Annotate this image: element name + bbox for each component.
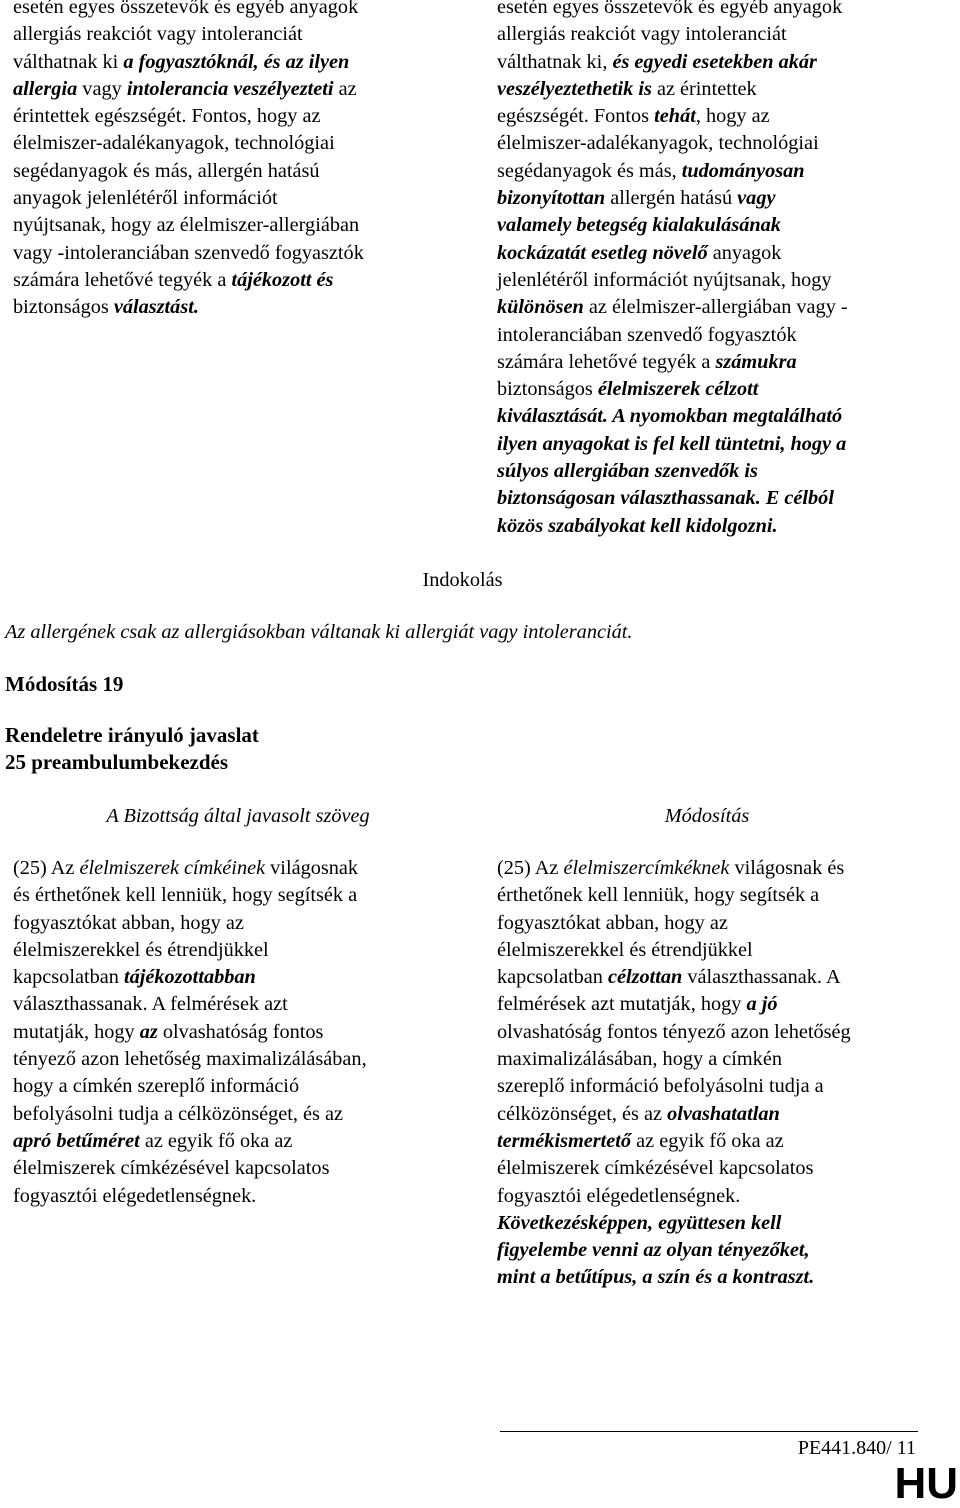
text-run: az érintettek [651,77,757,100]
text-line [13,1128,463,1155]
text-line [497,964,937,991]
text-line [497,294,937,321]
text-run: figyelembe venni az olyan tényezőket, [497,1239,810,1262]
text-run: élelmiszerekkel és étrendjükkel [497,938,753,961]
text-run: olvashatatlan [667,1102,780,1125]
text-run: választást. [113,296,199,319]
text-run: vagy [737,187,776,210]
text-run: élelmiszerek célzott [597,378,759,401]
text-run: biztonságosan választhassanak. E célból [497,487,834,510]
text-run: anyagok [707,241,782,264]
text-line [497,1183,937,1210]
text-run: befolyásolni tudja a célközönséget, és az [13,1102,344,1125]
text-run: mint a betűtípus, a szín és a kontraszt. [497,1266,815,1289]
text-line [497,76,937,103]
text-line [497,21,937,48]
text-run: tájékozott és [231,268,334,291]
text-run: súlyos allergiában szenvedők is [497,460,758,483]
text-line [13,991,463,1018]
text-run: egészségét. Fontos [497,105,655,128]
text-run: fogyasztói elégedetlenségnek. [13,1184,257,1207]
text-run: és egyedi esetekben akár [612,50,817,73]
amendment-heading: Módosítás [664,805,750,827]
text-line [497,376,937,403]
text-run: mutatják, hogy [13,1020,140,1043]
language-code: HU [894,1459,958,1508]
text-run: (25) Az [13,857,80,879]
text-run: allergia [13,77,78,100]
text-run: élelmiszer-adalékanyagok, technológiai [497,132,819,155]
text-line [13,1101,463,1128]
text-line [13,212,463,239]
text-line [13,1046,463,1073]
text-run: veszélyeztethetik is [497,77,652,100]
text-run: különösen [497,296,584,319]
text-line [497,513,937,540]
text-run: segédanyagok és más, allergén hatású [13,159,320,182]
text-run: felmérések azt mutatják, hogy [497,993,747,1016]
amendment-number: Módosítás 19 [5,672,124,696]
text-line [497,937,937,964]
text-run: az egyik fő oka az [139,1129,293,1152]
text-run: számára lehetővé tegyék a [497,350,716,373]
text-line [13,294,463,321]
text-run: válthatnak ki [13,50,124,73]
text-line [497,431,937,458]
text-run: válthatnak ki, [497,50,613,73]
justification-heading: Indokolás [422,569,503,591]
text-run: élelmiszerek címkézésével kapcsolatos [13,1157,330,1180]
text-line [13,185,463,212]
top-left-paragraph [13,0,463,322]
text-run: Következésképpen, együttesen kell [497,1211,782,1234]
text-line [13,49,463,76]
text-run: és érthetőnek kell lenniük, hogy segítsék a [13,884,358,907]
text-line [497,1046,937,1073]
text-run: érthetőnek kell lenniük, hogy segítsék a [497,884,820,907]
text-line [13,103,463,130]
text-line [497,1019,937,1046]
amendment-text-paragraph [497,855,937,1292]
justification-text: Az allergének csak az allergiásokban váltanak ki allergiát vagy intoleranciát. [5,621,633,643]
text-line [13,1073,463,1100]
text-run: jelenlétéről információt nyújtsanak, hogy [497,268,832,291]
text-line [497,882,937,909]
text-run: (25) Az [497,857,564,879]
text-run: hogy a címkén szereplő információ [13,1075,300,1098]
text-run: anyagok jelenlétéről információt [13,187,278,210]
text-line [13,1019,463,1046]
text-line [497,1128,937,1155]
text-line [13,882,463,909]
text-line [497,322,937,349]
text-run: közös szabályokat kell kidolgozni. [497,514,778,537]
text-line [13,76,463,103]
text-run: a jó [746,993,778,1016]
text-line [497,855,937,882]
text-line [497,49,937,76]
text-run: maximalizálásában, hogy a címkén [497,1048,782,1071]
text-line [497,130,937,157]
text-run: tényező azon lehetőség maximalizálásában, [13,1048,367,1071]
text-line [497,349,937,376]
text-run: kapcsolatban [497,966,608,989]
text-line [497,103,937,130]
text-line [497,991,937,1018]
text-run: kiválasztását. A nyomokban megtalálható [497,405,843,428]
text-run: intolerancia veszélyezteti [126,77,334,100]
text-run: allergiás reakciót vagy intoleranciát [497,23,787,46]
text-line [13,1155,463,1182]
text-run: a fogyasztóknál, és az ilyen [123,50,350,73]
text-line [497,1237,937,1264]
text-run: célközönséget, és az [497,1102,668,1125]
text-run: választhassanak. A felmérések azt [13,993,288,1016]
text-run: vagy [77,77,127,100]
text-run: olvashatóság fontos tényező azon lehetőség [497,1020,851,1043]
text-run: vagy -intoleranciában szenvedő fogyasztók [13,241,364,264]
text-run: választhassanak. A [682,966,841,989]
text-run: allergén hatású [605,187,738,210]
text-run: élelmiszer-adalékanyagok, technológiai [13,132,335,155]
text-line [497,0,937,21]
proposal-title [5,722,259,776]
text-run: termékismertető [497,1129,632,1152]
text-line [13,267,463,294]
commission-text-paragraph [13,855,463,1210]
text-run: biztonságos [13,296,114,319]
text-line [13,21,463,48]
text-run: tudományosan [681,159,805,182]
text-line [497,212,937,239]
text-run: fogyasztókat abban, hogy az [497,911,728,934]
text-run: allergiás reakciót vagy intoleranciát [13,23,303,46]
text-run: világosnak és [729,857,845,879]
text-run: ilyen anyagokat is fel kell tüntetni, hogy a [497,432,847,455]
text-line [13,240,463,267]
text-line [13,910,463,937]
text-line [497,158,937,185]
text-run: élelmiszerek címkézésével kapcsolatos [497,1157,814,1180]
text-run: bizonyítottan [497,187,606,210]
text-run: fogyasztói elégedetlenségnek. [497,1184,741,1207]
text-line [497,267,937,294]
text-line [497,458,937,485]
text-run: olvashatóság fontos [157,1020,324,1043]
text-run: világosnak [265,857,359,879]
text-line [497,185,937,212]
text-run: kockázatát esetleg növelő [497,241,708,264]
text-run: fogyasztókat abban, hogy az [13,911,244,934]
text-run: valamely betegség kialakulásának [497,214,781,237]
proposal-title-line-1: Rendeletre irányuló javaslat [5,723,259,747]
text-line [497,240,937,267]
text-line [497,1073,937,1100]
text-run: élelmiszerek címkéinek [79,857,266,879]
text-run: apró betűméret [13,1129,140,1152]
text-run: élelmiszerekkel és étrendjükkel [13,938,269,961]
text-line [497,1155,937,1182]
text-run: szereplő információ befolyásolni tudja a [497,1075,824,1098]
text-line [497,485,937,512]
text-run: érintettek egészségét. Fontos, hogy az [13,105,321,128]
text-run: esetén egyes összetevők és egyéb anyagok [13,0,359,18]
text-line [497,1101,937,1128]
text-line [497,1210,937,1237]
text-run: élelmiszercímkéknek [563,857,730,879]
text-run: biztonságos [497,378,598,401]
text-run: az egyik fő oka az [631,1129,784,1152]
text-run: számára lehetővé tegyék a [13,268,232,291]
document-reference: PE441.840/ 11 [797,1437,916,1459]
top-right-paragraph [497,0,937,540]
text-line [13,1183,463,1210]
text-run: célzottan [607,966,683,989]
text-run: az [333,77,357,100]
text-line [497,403,937,430]
commission-text-heading: A Bizottság által javasolt szöveg [106,805,370,827]
text-run: segédanyagok és más, [497,159,682,182]
text-run: az [139,1020,158,1043]
text-run: , hogy az [695,105,770,128]
text-line [13,0,463,21]
text-run: kapcsolatban [13,966,124,989]
text-run: az élelmiszer-allergiában vagy - [583,296,848,319]
text-line [497,910,937,937]
proposal-title-line-2: 25 preambulumbekezdés [5,750,229,774]
text-line [497,1264,937,1291]
text-run: tehát [654,105,696,128]
text-run: intoleranciában szenvedő fogyasztók [497,323,797,346]
text-line [13,855,463,882]
text-line [13,964,463,991]
text-line [13,130,463,157]
text-run: esetén egyes összetevők és egyéb anyagok [497,0,843,18]
text-run: tájékozottabban [123,966,256,989]
text-run: nyújtsanak, hogy az élelmiszer-allergiában [13,214,360,237]
text-run: számukra [715,350,797,373]
text-line [13,937,463,964]
text-line [13,158,463,185]
footer-divider [500,1431,918,1432]
